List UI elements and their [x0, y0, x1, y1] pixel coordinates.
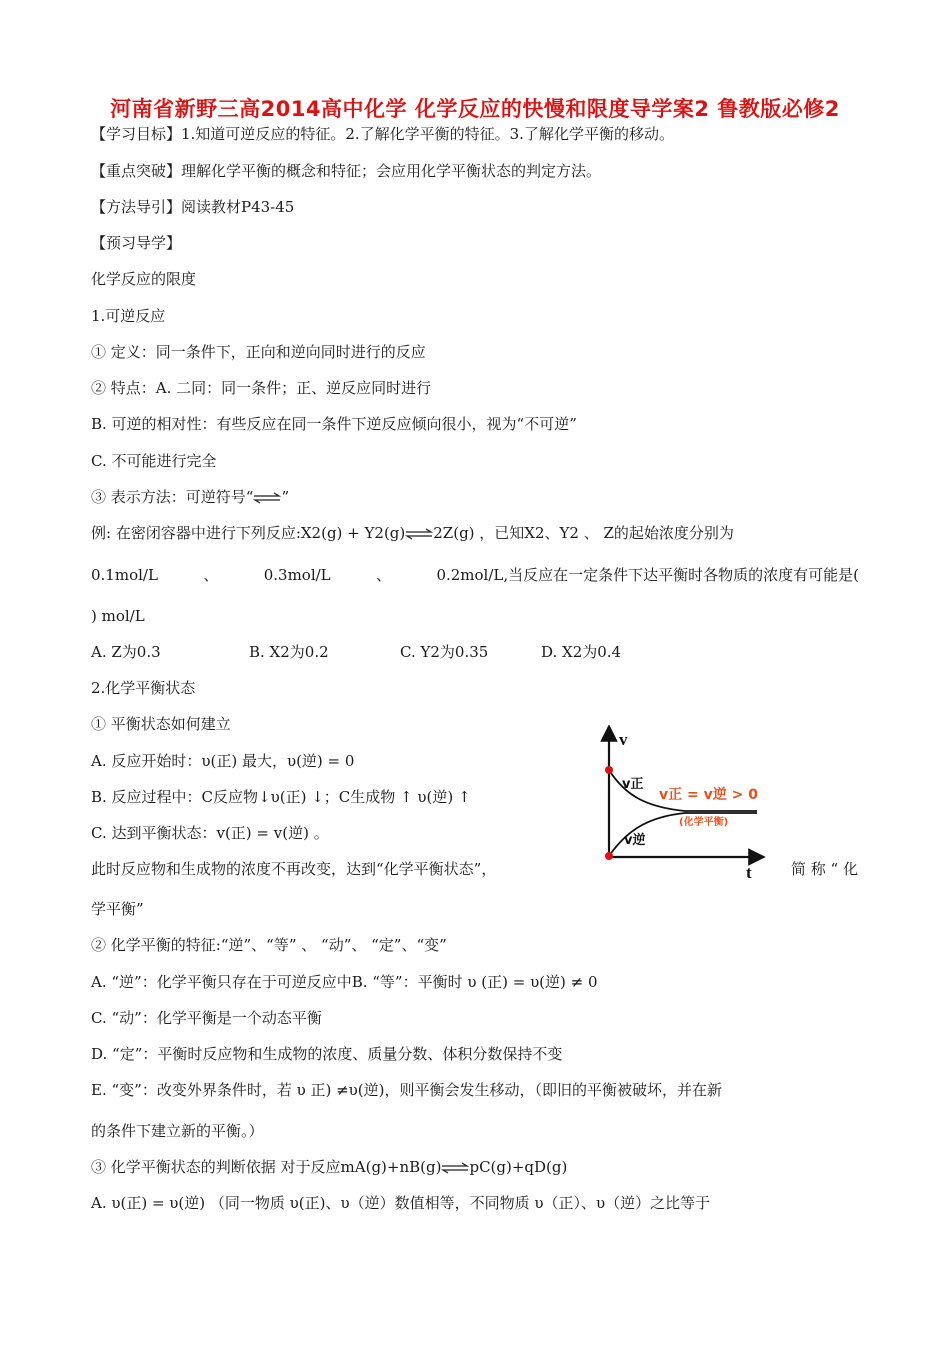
definition-line: ① 定义：同一条件下，正向和逆向同时进行的反应 — [91, 343, 426, 361]
initial-reverse-point — [605, 852, 613, 860]
example-text: 例: 在密闭容器中进行下列反应:X2(g) + Y2(g) — [91, 524, 406, 542]
feature-a-b: A. “逆”：化学平衡只存在于可逆反应中B. “等”：平衡时 υ (正) = υ(逆) ≠ 0 — [91, 973, 598, 991]
separator: 、 — [376, 566, 392, 584]
learning-goals: 【学习目标】1.知道可逆反应的特征。2.了解化学平衡的特征。3.了解化学平衡的移动。 — [91, 125, 674, 143]
criteria-line — [91, 1157, 567, 1177]
state-line-tail: 简 称 “ 化 — [791, 860, 858, 878]
equilibrium-equation: v正 = v逆 > 0 — [659, 787, 758, 803]
state-line: 此时反应物和生成物的浓度不再改变，达到“化学平衡状态”， — [91, 860, 497, 878]
example-unit: ) mol/L — [91, 607, 145, 625]
features-heading: ② 化学平衡的特征:“逆”、“等” 、 “动”、 “定”、“变” — [91, 936, 447, 954]
separator: 、 — [203, 566, 219, 584]
option-d: D. X2为0.4 — [541, 643, 622, 661]
option-c: C. Y2为0.35 — [400, 643, 489, 661]
feature-d: D. “定”：平衡时反应物和生成物的浓度、质量分数、体积分数保持不变 — [91, 1045, 563, 1063]
reversible-arrow-icon — [441, 1162, 469, 1174]
answer-options — [91, 642, 621, 662]
conc-y2: 0.3mol/L — [263, 566, 331, 584]
equilibrium-graph — [585, 725, 785, 885]
feature-c: C. “动”：化学平衡是一个动态平衡 — [91, 1009, 322, 1027]
document-title: 河南省新野三高2014高中化学 化学反应的快慢和限度导学案2 鲁教版必修2 — [110, 97, 840, 121]
equilibrium-heading: 2.化学平衡状态 — [91, 679, 196, 697]
feature-line: ② 特点：A. 二同：同一条件；正、逆反应同时进行 — [91, 379, 432, 397]
y-axis-label: v — [619, 730, 628, 749]
incomplete-line: C. 不可能进行完全 — [91, 452, 217, 470]
example-concentrations — [91, 565, 859, 585]
forward-rate-label: v正 — [622, 777, 644, 792]
equilibrium-caption: (化学平衡) — [679, 817, 729, 828]
preview-heading: 【预习导学】 — [91, 234, 182, 252]
notation-close: ” — [281, 488, 290, 506]
method-guide: 【方法导引】阅读教材P43-45 — [91, 198, 295, 216]
reversible-arrow-icon — [253, 492, 281, 504]
establish-heading: ① 平衡状态如何建立 — [91, 715, 231, 733]
reverse-rate-label: v逆 — [624, 833, 646, 848]
reversible-arrow-icon — [405, 528, 433, 540]
option-b: B. X2为0.2 — [249, 643, 329, 661]
criteria-a: A. υ(正) = υ(逆) （同一物质 υ(正)、υ（逆）数值相等，不同物质 υ（正）、υ（逆）之比等于 — [91, 1194, 711, 1212]
conc-z-question: 0.2mol/L,当反应在一定条件下达平衡时各物质的浓度有可能是( — [436, 566, 859, 584]
notation-line — [91, 487, 289, 507]
start-line: A. 反应开始时：υ(正) 最大，υ(逆) = 0 — [91, 752, 355, 770]
process-line: B. 反应过程中：C反应物↓υ(正) ↓；C生成物 ↑ υ(逆) ↑ — [91, 788, 471, 806]
reach-line: C. 达到平衡状态：v(正) = v(逆) 。 — [91, 824, 329, 842]
conc-x2: 0.1mol/L — [91, 566, 158, 584]
option-a: A. Z为0.3 — [91, 643, 161, 661]
feature-e-cont: 的条件下建立新的平衡。） — [91, 1122, 264, 1140]
x-axis-label: t — [746, 863, 752, 882]
example-text-cont: 2Z(g) ，已知X2、Y2 、 Z的起始浓度分别为 — [433, 524, 734, 542]
example-line — [91, 523, 734, 543]
key-points: 【重点突破】理解化学平衡的概念和特征；会应用化学平衡状态的判定方法。 — [91, 162, 602, 180]
relativity-line: B. 可逆的相对性：有些反应在同一条件下逆反应倾向很小，视为“不可逆” — [91, 415, 577, 433]
criteria-text: ③ 化学平衡状态的判断依据 对于反应mA(g)+nB(g) — [91, 1158, 442, 1176]
criteria-products: pC(g)+qD(g) — [469, 1158, 568, 1176]
feature-e: E. “变”：改变外界条件时，若 υ 正) ≠υ(逆)，则平衡会发生移动，（即旧的平衡被破坏，并在新 — [91, 1081, 722, 1099]
subsection-heading: 1.可逆反应 — [91, 307, 166, 325]
notation-text: ③ 表示方法：可逆符号“ — [91, 488, 254, 506]
initial-forward-point — [605, 766, 613, 774]
section-heading: 化学反应的限度 — [91, 270, 197, 288]
state-line-end: 学平衡” — [91, 900, 144, 918]
